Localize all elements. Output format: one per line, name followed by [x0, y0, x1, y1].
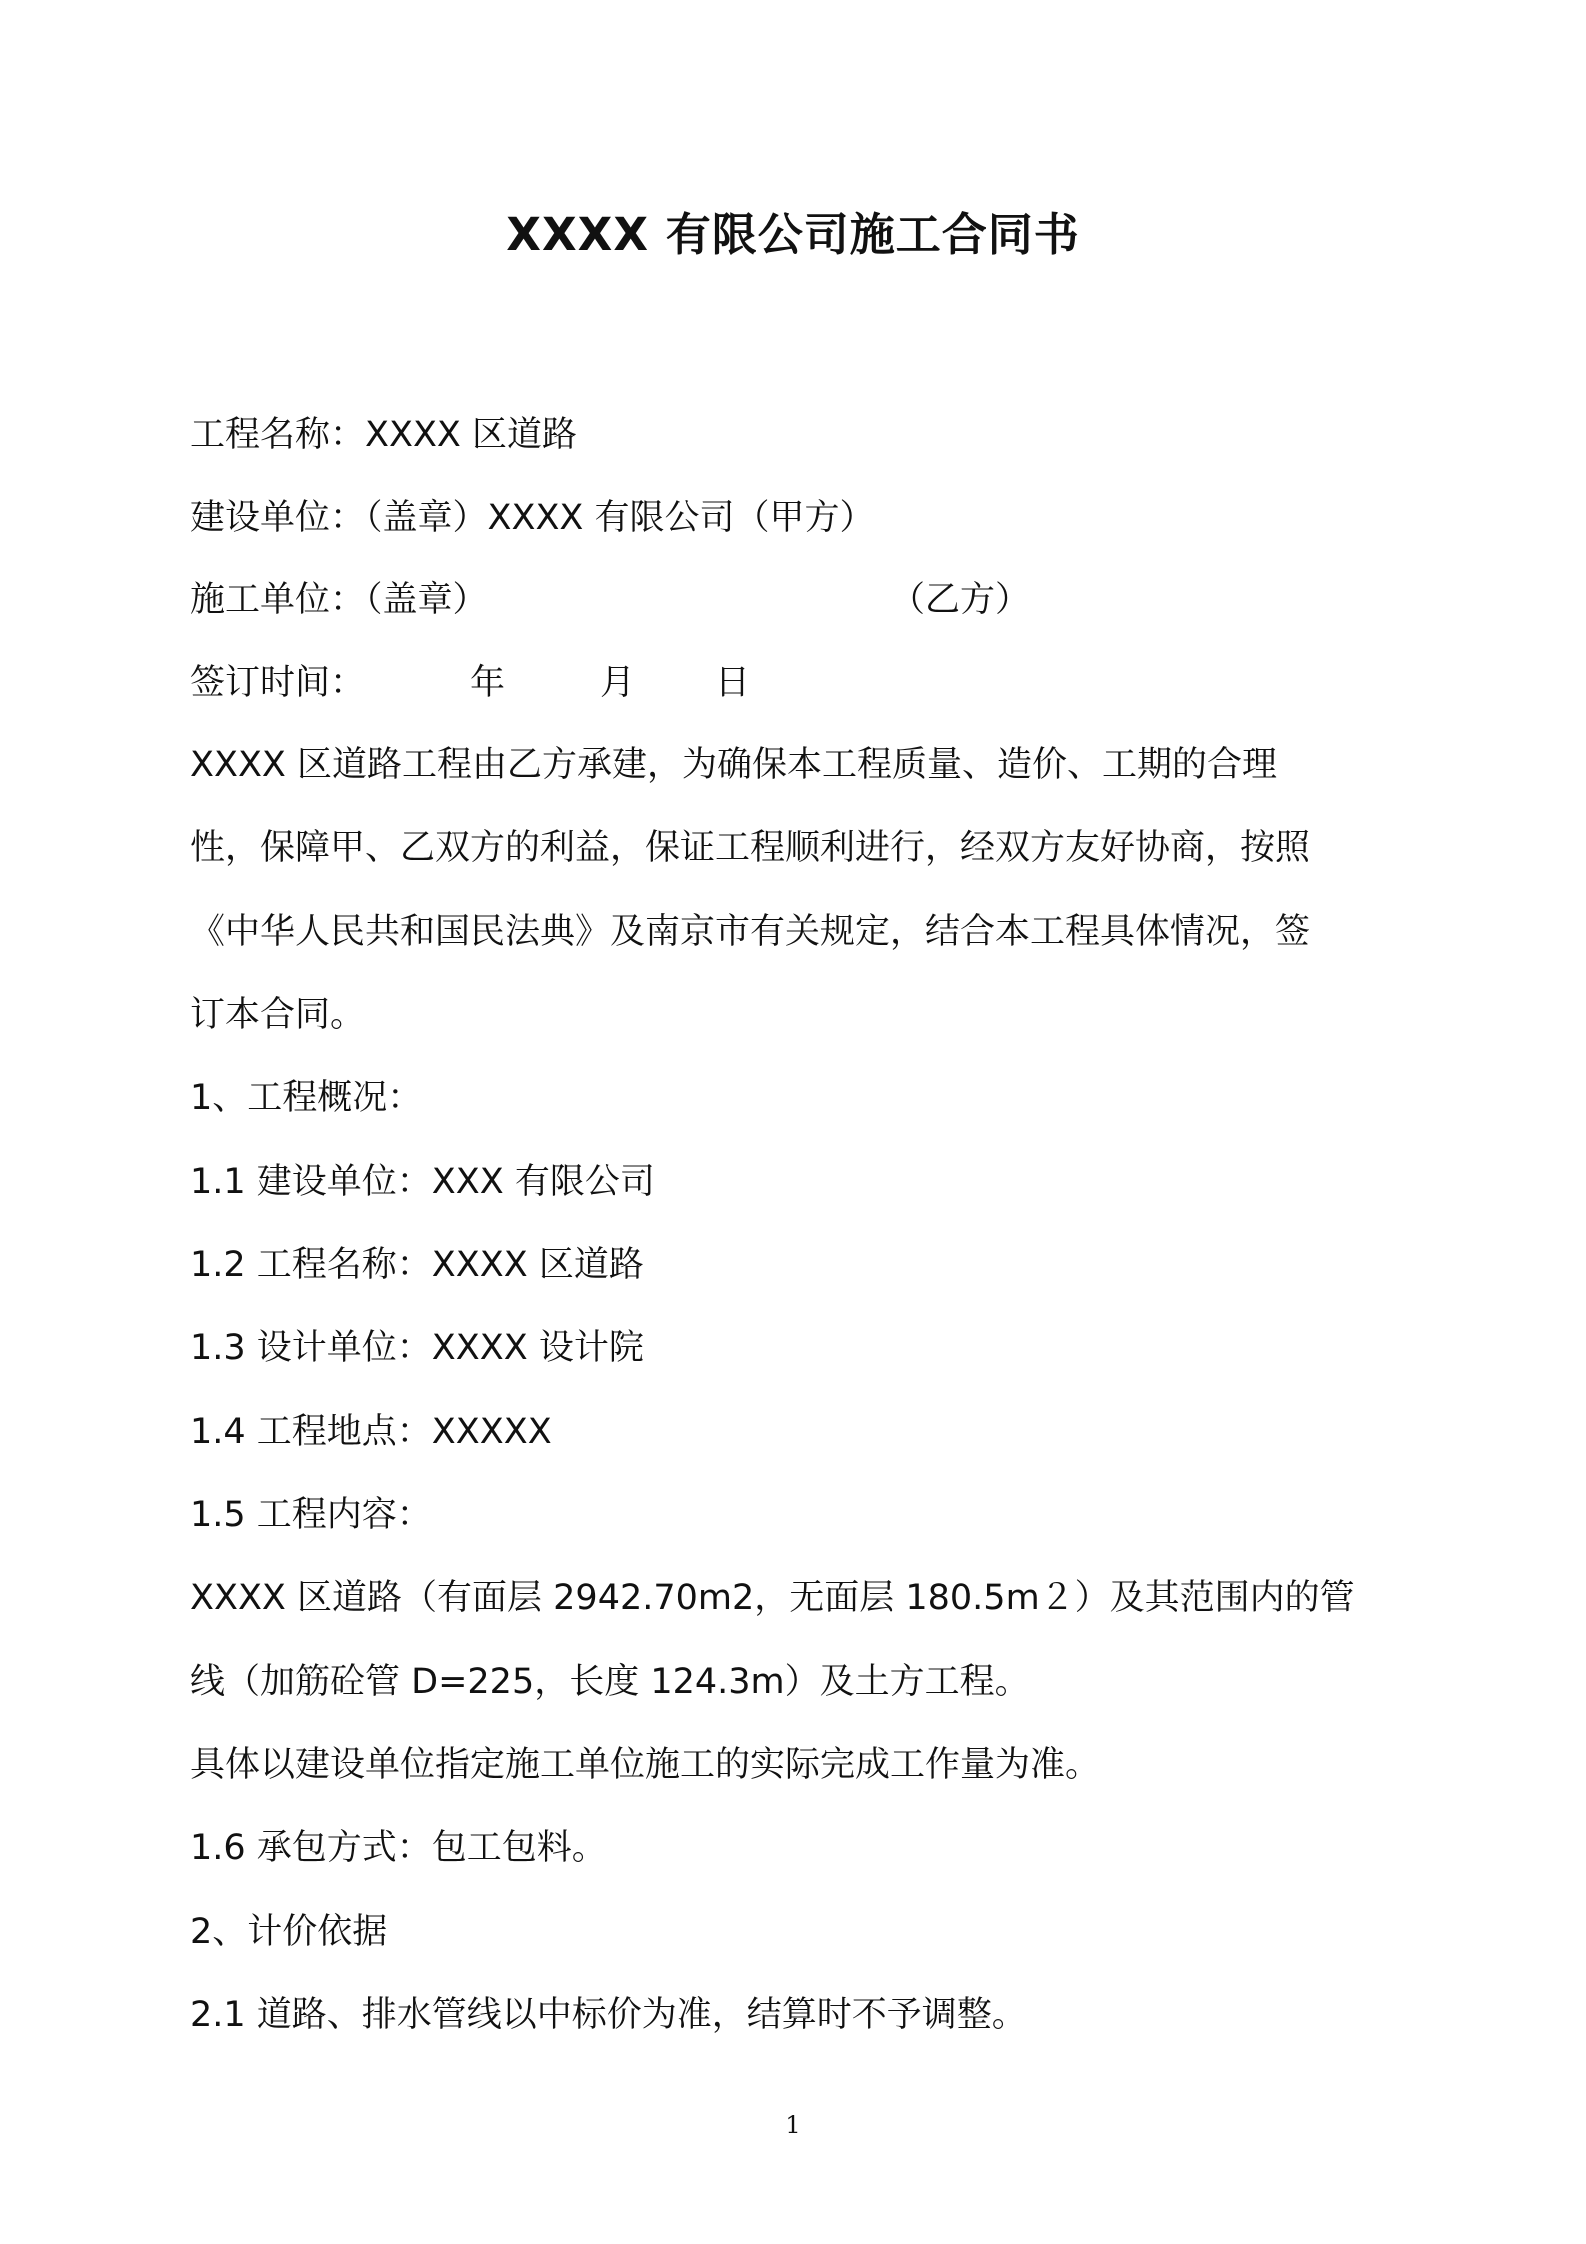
work-content-line-2: 线（加筋砼管 D=225，长度 124.3m）及土方工程。	[190, 1662, 1030, 1702]
section-2-heading: 2、计价依据	[190, 1912, 388, 1952]
intro-line-4: 订本合同。	[190, 995, 366, 1035]
signing-year-label: 年	[470, 663, 506, 703]
document-title: XXXX 有限公司施工合同书	[506, 208, 1080, 261]
section-1-heading: 1、工程概况：	[190, 1078, 423, 1118]
work-content-line-3: 具体以建设单位指定施工单位施工的实际完成工作量为准。	[190, 1745, 1101, 1785]
intro-line-1: XXXX 区道路工程由乙方承建，为确保本工程质量、造价、工期的合理	[190, 745, 1278, 785]
page-number: 1	[785, 2111, 801, 2139]
section-1-item-3: 1.3 设计单位：XXXX 设计院	[190, 1328, 644, 1368]
construction-unit-line: 建设单位：（盖章）XXXX 有限公司（甲方）	[190, 498, 875, 538]
section-1-item-5: 1.5 工程内容：	[190, 1495, 432, 1535]
builder-unit-label: 施工单位：（盖章）	[190, 580, 488, 620]
signing-time-label: 签订时间：	[190, 663, 366, 703]
section-1-item-1: 1.1 建设单位：XXX 有限公司	[190, 1162, 655, 1202]
intro-line-3: 《中华人民共和国民法典》及南京市有关规定，结合本工程具体情况，签	[190, 912, 1311, 952]
project-name-line: 工程名称：XXXX 区道路	[190, 415, 578, 455]
builder-unit-party: （乙方）	[890, 580, 1031, 620]
section-2-item-1: 2.1 道路、排水管线以中标价为准，结算时不予调整。	[190, 1995, 1027, 2035]
signing-month-label: 月	[600, 663, 636, 703]
section-1-item-2: 1.2 工程名称：XXXX 区道路	[190, 1245, 644, 1285]
work-content-line-1: XXXX 区道路（有面层 2942.70m2，无面层 180.5m２）及其范围内的管	[190, 1578, 1355, 1618]
section-1-item-4: 1.4 工程地点：XXXXX	[190, 1412, 552, 1452]
intro-line-2: 性，保障甲、乙双方的利益，保证工程顺利进行，经双方友好协商，按照	[190, 828, 1311, 868]
signing-day-label: 日	[715, 663, 751, 703]
section-1-item-6: 1.6 承包方式：包工包料。	[190, 1828, 607, 1868]
